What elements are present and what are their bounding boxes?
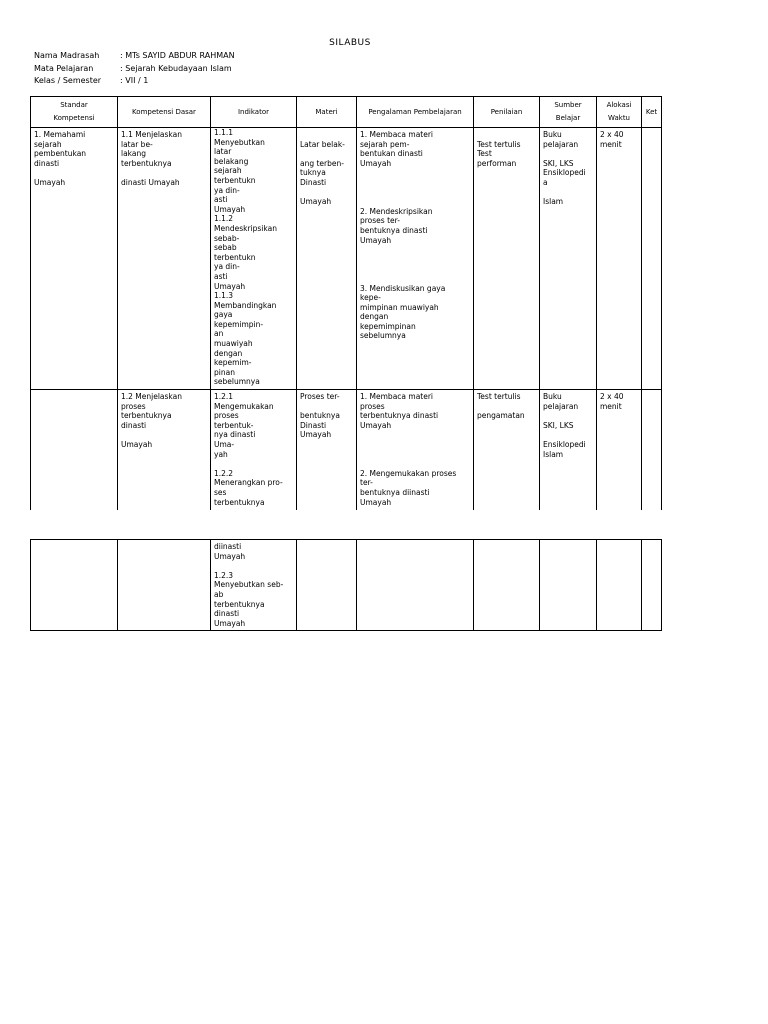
cell-ket — [642, 390, 662, 510]
cell-penilaian: Test tertulis pengamatan — [474, 390, 540, 510]
cell-standar-kompetensi — [31, 390, 118, 510]
header-standar-kompetensi: Standar Kompetensi — [31, 97, 118, 128]
meta-row-kelas-semester — [34, 75, 235, 88]
cell-alokasi-waktu: 2 x 40 menit — [597, 128, 642, 390]
meta-value: : Sejarah Kebudayaan Islam — [120, 63, 232, 73]
syllabus-table — [30, 96, 662, 510]
cell-kompetensi-dasar: 1.2 Menjelaskan proses terbentuknya dinasti Umayah — [118, 390, 211, 510]
meta-value: : VII / 1 — [120, 76, 149, 85]
cell-indikator: 1.1.1 Menyebutkan latar belakang sejarah terbentukn ya din- asti Umayah 1.1.2 Mendeskripsikan sebab- sebab terbentukn ya din- asti Umayah 1.1.3 Membandingkan gaya kepemimpin- an muawiyah dengan kepemim- pinan sebelumnya — [211, 128, 297, 390]
meta-row-madrasah — [34, 50, 235, 63]
cell-alokasi-waktu — [597, 540, 642, 631]
document-meta — [34, 50, 235, 88]
cell-ket — [642, 128, 662, 390]
cell-sumber-belajar: Buku pelajaran SKI, LKS Ensiklopedi Islam — [540, 390, 597, 510]
cell-materi: Proses ter- bentuknya Dinasti Umayah — [297, 390, 357, 510]
cell-materi — [297, 540, 357, 631]
meta-label: Kelas / Semester — [34, 76, 102, 85]
table-row — [31, 128, 662, 390]
meta-label: Nama Madrasah — [34, 51, 100, 60]
document-title: SILABUS — [329, 38, 371, 48]
table-row — [31, 540, 662, 631]
syllabus-table-continuation — [30, 539, 662, 631]
cell-pengalaman-pembelajaran — [357, 540, 474, 631]
cell-pengalaman-pembelajaran: 1. Membaca materi sejarah pem- bentukan dinasti Umayah 2. Mendeskripsikan proses ter- bentuknya dinasti Umayah 3. Mendiskusikan gaya kepe- mimpinan muawiyah dengan kepemimpinan sebelumnya — [357, 128, 474, 390]
meta-label: Mata Pelajaran — [34, 63, 94, 73]
header-kompetensi-dasar: Kompetensi Dasar — [118, 97, 211, 128]
header-sumber-belajar: Sumber Belajar — [540, 97, 597, 128]
table-row — [31, 390, 662, 510]
meta-value: : MTs SAYID ABDUR RAHMAN — [120, 51, 235, 60]
cell-sumber-belajar: Buku pelajaran SKI, LKS Ensiklopedi a Islam — [540, 128, 597, 390]
cell-standar-kompetensi: 1. Memahami sejarah pembentukan dinasti Umayah — [31, 128, 118, 390]
header-materi: Materi — [297, 97, 357, 128]
cell-penilaian — [474, 540, 540, 631]
header-indikator: Indikator — [211, 97, 297, 128]
header-ket: Ket — [642, 97, 662, 128]
cell-kompetensi-dasar: 1.1 Menjelaskan latar be- lakang terbentuknya dinasti Umayah — [118, 128, 211, 390]
table-header-row — [31, 97, 662, 128]
cell-sumber-belajar — [540, 540, 597, 631]
header-alokasi-waktu: Alokasi Waktu — [597, 97, 642, 128]
header-penilaian: Penilaian — [474, 97, 540, 128]
cell-alokasi-waktu: 2 x 40 menit — [597, 390, 642, 510]
cell-ket — [642, 540, 662, 631]
cell-pengalaman-pembelajaran: 1. Membaca materi proses terbentuknya dinasti Umayah 2. Mengemukakan proses ter- bentuknya diinasti Umayah — [357, 390, 474, 510]
cell-penilaian: Test tertulis Test performan — [474, 128, 540, 390]
cell-indikator: 1.2.1 Mengemukakan proses terbentuk- nya dinasti Uma- yah 1.2.2 Menerangkan pro- ses terbentuknya — [211, 390, 297, 510]
meta-row-mata-pelajaran — [34, 63, 235, 76]
cell-standar-kompetensi — [31, 540, 118, 631]
cell-materi: Latar belak- ang terben- tuknya Dinasti Umayah — [297, 128, 357, 390]
cell-indikator: diinasti Umayah 1.2.3 Menyebutkan seb- ab terbentuknya dinasti Umayah — [211, 540, 297, 631]
header-pengalaman-pembelajaran: Pengalaman Pembelajaran — [357, 97, 474, 128]
cell-kompetensi-dasar — [118, 540, 211, 631]
